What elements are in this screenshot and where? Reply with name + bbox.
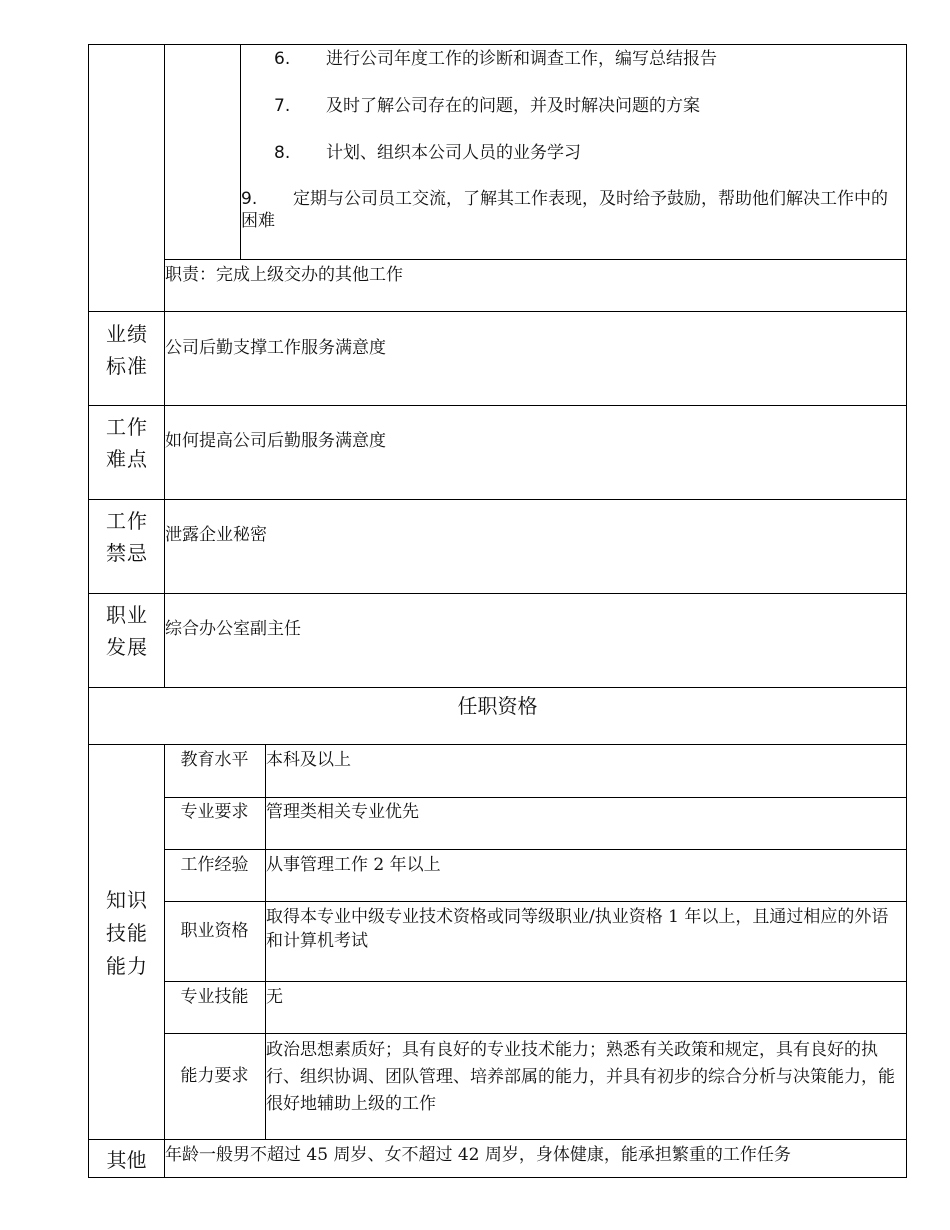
table-line (164, 901, 907, 902)
table-border-top (88, 44, 907, 45)
qualifications-group-label: 知识技能能力 (106, 888, 148, 978)
qualification-label: 职业资格 (180, 921, 249, 941)
row-label-career: 职业发展 (106, 603, 148, 659)
duty-text: 计划、组织本公司人员的业务学习 (326, 143, 581, 163)
duty-item (274, 48, 894, 70)
table-line (88, 687, 907, 688)
qualification-value: 管理类相关专业优先 (266, 802, 419, 822)
qualification-label: 教育水平 (180, 750, 249, 770)
table-line (88, 499, 907, 500)
table-line (164, 259, 907, 260)
qualification-label: 工作经验 (180, 855, 249, 875)
other-value: 年龄一般男不超过 45 周岁、女不超过 42 周岁，身体健康，能承担繁重的工作任务 (165, 1145, 791, 1165)
other-duty-text: 职责：完成上级交办的其他工作 (165, 265, 403, 285)
table-border-left (88, 44, 89, 1178)
table-line (88, 1139, 907, 1140)
table-line (88, 311, 907, 312)
table-border-bottom (88, 1177, 907, 1178)
duty-text: 定期与公司员工交流，了解其工作表现，及时给予鼓励，帮助他们解决工作中的困难 (241, 189, 888, 231)
row-label-taboo: 工作禁忌 (106, 509, 148, 565)
qualification-value: 本科及以上 (266, 750, 351, 770)
table-line (164, 1033, 907, 1034)
duty-text: 及时了解公司存在的问题，并及时解决问题的方案 (326, 96, 700, 116)
table-line (88, 405, 907, 406)
duty-item (274, 142, 894, 164)
duty-item (274, 95, 894, 117)
duty-item (241, 188, 901, 232)
table-line (164, 44, 165, 688)
qualification-value: 无 (266, 987, 283, 1007)
table-line (88, 593, 907, 594)
qualification-value: 政治思想素质好；具有良好的专业技术能力；熟悉有关政策和规定，具有良好的执行、组织协调、团队管理、培养部属的能力，并具有初步的综合分析与决策能力，能很好地辅助上级的工作 (266, 1040, 895, 1114)
qualification-label: 专业技能 (180, 987, 249, 1007)
duty-text: 进行公司年度工作的诊断和调查工作，编写总结报告 (326, 49, 717, 69)
qualification-value: 取得本专业中级专业技术资格或同等级职业/执业资格 1 年以上，且通过相应的外语和计算机考试 (266, 907, 889, 951)
qualification-label: 能力要求 (180, 1066, 249, 1086)
duty-number: 9. (241, 189, 258, 209)
row-label-performance: 业绩标准 (106, 322, 148, 378)
table-line (88, 744, 907, 745)
table-line (164, 849, 907, 850)
duty-number: 8. (274, 143, 291, 163)
duty-number: 6. (274, 49, 291, 69)
difficulty-value: 如何提高公司后勤服务满意度 (165, 431, 386, 451)
taboo-value: 泄露企业秘密 (165, 525, 267, 545)
qualification-value: 从事管理工作 2 年以上 (266, 855, 441, 875)
row-label-difficulty: 工作难点 (106, 415, 148, 471)
row-label-other: 其他 (106, 1148, 147, 1172)
qualifications-title: 任职资格 (457, 694, 538, 718)
performance-value: 公司后勤支撑工作服务满意度 (165, 338, 386, 358)
duty-number: 7. (274, 96, 291, 116)
career-value: 综合办公室副主任 (165, 619, 301, 639)
qualification-label: 专业要求 (180, 802, 249, 822)
table-line (164, 981, 907, 982)
table-line (164, 797, 907, 798)
table-border-right (906, 44, 907, 1178)
